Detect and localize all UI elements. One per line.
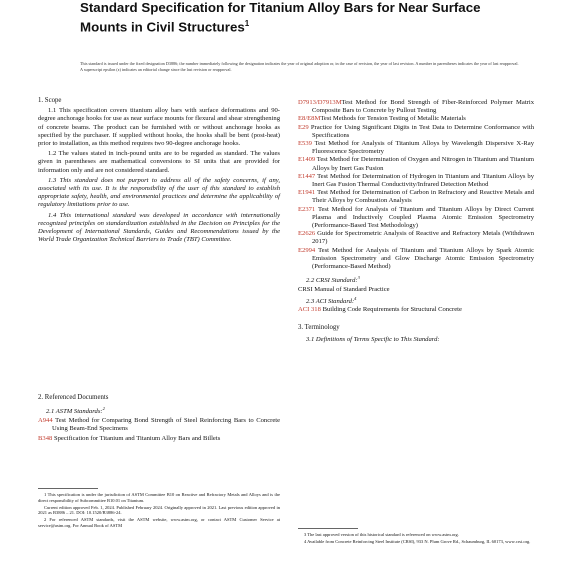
ref-item-a944[interactable]: A944 Test Method for Comparing Bond Strength of Steel Reinforcing Bars to Concrete Using Beam-End Specimens	[38, 416, 281, 432]
document-title: Standard Specification for Titanium Alloy Bars for Near Surface Mounts in Civil Structures$^1$	[80, 0, 481, 34]
terminology-heading: 3. Terminology	[298, 324, 340, 332]
scope-1-2: 1.2 The values stated in inch-pound units are to be regarded as standard. The values given in parentheses are mathematical conversions to SI units that are provided for information only and are not considered standard.	[38, 150, 280, 174]
footnotes-left	[38, 492, 280, 530]
ref-item[interactable]: E2371 Test Method for Analysis of Titanium and Titanium Alloys by Direct Current Plasma and Inductively Coupled Plasma Atomic Emission Spectrometry (Performance-Based Test Methodology)	[298, 205, 534, 230]
ref-item[interactable]: E539 Test Method for Analysis of Titanium Alloys by Wavelength Dispersive X-Ray Fluorescence Spectrometry	[298, 140, 535, 156]
terminology-subheading: 3.1 Definitions of Terms Specific to This Standard:	[306, 335, 440, 343]
footnote: 1 This specification is under the jurisdiction of ASTM Committee B10 on Reactive and Refractory Metals and Alloys and is the direct responsibility of Subcommittee B10.01 on Titanium.	[38, 492, 280, 503]
ref-item[interactable]: E1409 Test Method for Determination of Oxygen and Nitrogen in Titanium and Titanium Alloys by Inert Gas Fusion	[298, 156, 534, 172]
footnote: Current edition approved Feb. 1, 2024. Published February 2024. Originally approved in 2021. Last previous edition approved in 2021 as B3886 – 21. DOI: 10.1520/B3886-24.	[38, 504, 280, 516]
footnotes-right	[298, 532, 534, 546]
footnote: 2 For referenced ASTM standards, visit the ASTM website, www.astm.org, or contact ASTM Customer Service at service@astm.org. For Annual Book of ASTM	[38, 517, 280, 528]
ref-item[interactable]: E29 Practice for Using Significant Digits in Test Data to Determine Conformance with Specifications	[298, 123, 534, 139]
refdocs-heading: 2. Referenced Documents	[38, 394, 109, 401]
ref-item-aci318[interactable]: ACI 318 Building Code Requirements for Structural Concrete	[298, 306, 462, 314]
referenced-documents-section	[38, 394, 280, 443]
ref-item[interactable]: E8/E8MTest Methods for Tension Testing of Metallic Materials	[298, 115, 466, 123]
scope-1-3: 1.3 This standard does not purport to address all of the safety concerns, if any, associated with its use. It is the responsibility of the user of this standard to establish appropriate safety, health, and environmental practices and determine the applicability of regulatory limitations prior to use.	[38, 176, 280, 209]
footnote: 4 Available from Concrete Reinforcing Steel Institute (CRSI), 933 N. Plum Grove Rd., Schaumburg, IL 60173, www.crsi.org.	[304, 538, 531, 544]
title-footnote-marker: 1	[244, 18, 250, 28]
refdocs-astm-subheading: 2.1 ASTM Standards:$^2$	[46, 406, 105, 416]
footnote-divider	[38, 488, 98, 489]
ref-code[interactable]: A944	[38, 416, 53, 424]
footnote-divider	[298, 528, 358, 529]
ref-item[interactable]: D7913/D7913MTest Method for Bond Strength of Fiber-Reinforced Polymer Matrix Composite Bars to Concrete by Pullout Testing	[298, 99, 534, 115]
ref-item[interactable]: E2626 Guide for Spectrometric Analysis of Reactive and Refractory Metals (Withdrawn 2017)	[298, 230, 534, 246]
ref-item[interactable]: E2994 Test Method for Analysis of Titanium and Titanium Alloys by Spark Atomic Emission Spectrometry and Glow Discharge Atomic Emission Spectrometry (Performance-Based Method)	[298, 246, 534, 271]
ref-item[interactable]: E1941 Test Method for Determination of Carbon in Refractory and Reactive Metals and Their Alloys by Combustion Analysis	[298, 189, 534, 205]
crsi-item: CRSI Manual of Standard Practice	[298, 285, 390, 293]
scope-1-1: 1.1 This specification covers titanium alloy bars with surface deformations and 90-degree anchorage hooks for use as near surface mounts for flexural and shear strengthening of concrete beams. The product can be furnished with or without anchorage hooks as specified by the purchaser. If supplied without hooks, the hooks shall be bent (post-heat) prior to installation, as this method requires two 90-degree anchorage hooks.	[38, 107, 280, 148]
ref-code[interactable]: B348	[38, 435, 53, 442]
scope-1-4: 1.4 This international standard was developed in accordance with internationally recognized principles on standardization established in the Decision on Principles for the Development of International Standards, Guides and Recommendations issued by the World Trade Organization Technical Barriers to Trade (TBT) Committee.	[38, 211, 280, 244]
referenced-documents-continued	[298, 99, 534, 344]
scope-heading: 1. Scope	[38, 97, 62, 104]
ref-item[interactable]: E1447 Test Method for Determination of Hydrogen in Titanium and Titanium Alloys by Inert Gas Fusion Thermal Conductivity/Infrared Detection Method	[298, 172, 535, 189]
scope-section	[38, 97, 280, 244]
aci-subheading: 2.3 ACI Standard:$^4$	[306, 295, 357, 306]
crsi-subheading: 2.2 CRSI Standard:$^3$	[306, 275, 360, 285]
footnote: 3 The last approved version of this historical standard is referenced on www.astm.org.	[304, 532, 459, 537]
ref-item-b348[interactable]: B348 Specification for Titanium and Titanium Alloy Bars and Billets	[38, 435, 221, 442]
issuance-note: This standard is issued under the fixed designation D3886; the number immediately following the designation indicates the year of original adoption or, in the case of revision, the year of last revision. A number in parentheses indicates the year of last reapproval. A superscript epsilon (ε) indicates an editorial change since the last revision or reapproval.	[80, 61, 519, 72]
